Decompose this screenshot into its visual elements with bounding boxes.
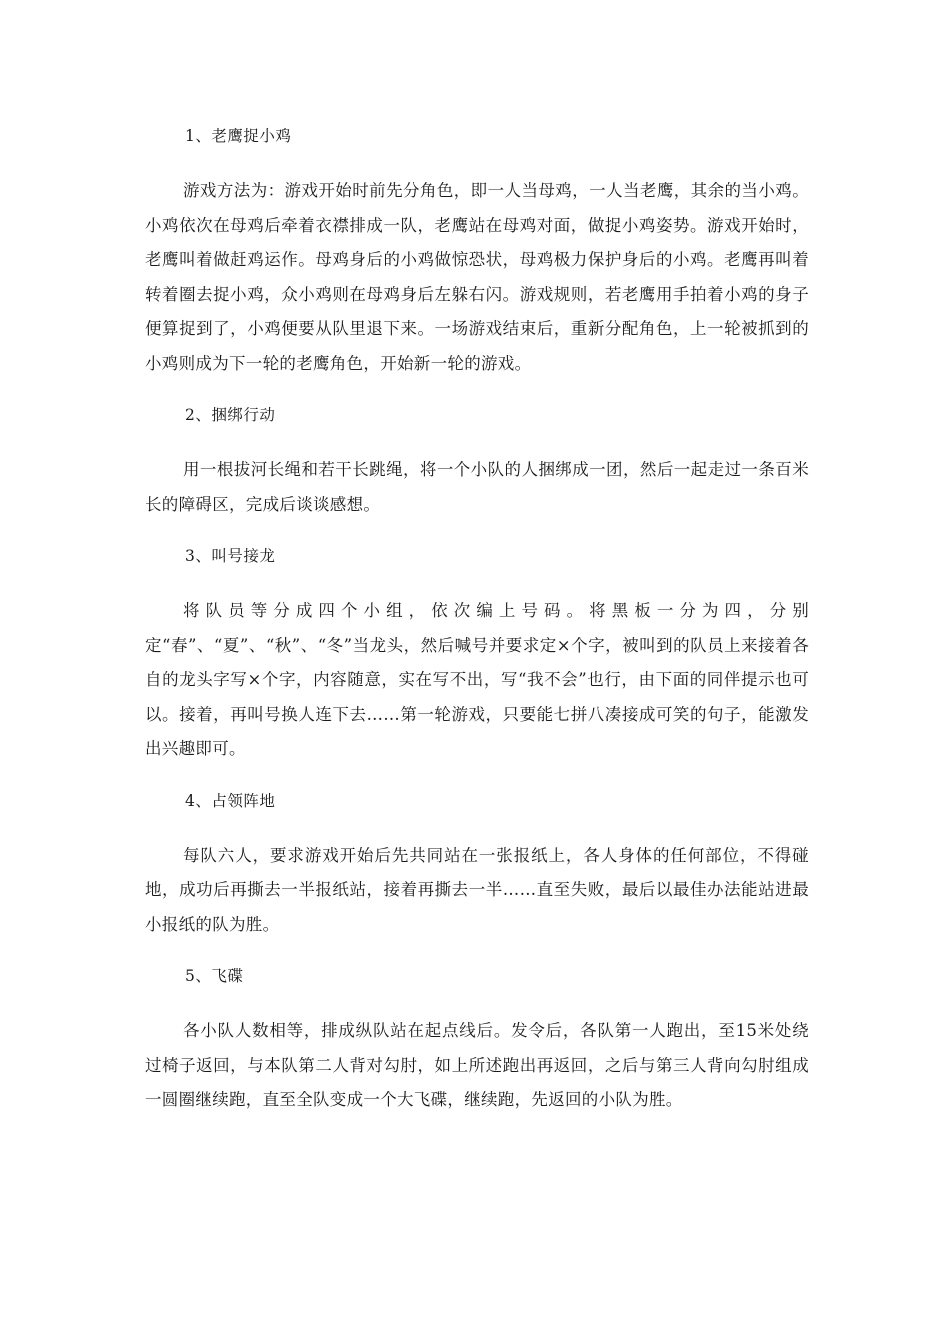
- section-body: 每队六人，要求游戏开始后先共同站在一张报纸上，各人身体的任何部位，不得碰地，成功后再撕去一半报纸站，接着再撕去一半……直至失败，最后以最佳办法能站进最小报纸的队为胜。: [145, 845, 809, 934]
- document-page: [145, 124, 809, 1118]
- section-body: 将队员等分成四个小组，依次编上号码。将黑板一分为四，分别定“春”、“夏”、“秋”、“冬”当龙头，然后喊号并要求定×个字，被叫到的队员上来接着各自的龙头字写×个字，内容随意，实在写不出，写“我不会”也行，由下面的同伴提示也可以。接着，再叫号换人连下去……第一轮游戏，只要能七拼八凑接成可笑的句子，能激发出兴趣即可。: [145, 601, 809, 758]
- section-heading: 5、飞碟: [185, 967, 244, 985]
- section-3: [145, 544, 809, 767]
- section-1: [145, 124, 809, 381]
- section-5: [145, 964, 809, 1118]
- section-heading: 1、老鹰捉小鸡: [185, 127, 292, 145]
- section-heading: 4、占领阵地: [185, 791, 276, 810]
- section-heading: 2、捆绑行动: [185, 406, 276, 424]
- section-body: 用一根拔河长绳和若干长跳绳，将一个小队的人捆绑成一团，然后一起走过一条百米长的障碍区，完成后谈谈感想。: [145, 460, 809, 514]
- section-heading: 3、叫号接龙: [185, 547, 276, 565]
- section-body: 各小队人数相等，排成纵队站在起点线后。发令后，各队第一人跑出，至15米处绕过椅子返回，与本队第二人背对勾肘，如上所述跑出再返回，之后与第三人背向勾肘组成一圆圈继续跑，直至全队变成一个大飞碟，继续跑，先返回的小队为胜。: [145, 1021, 809, 1109]
- section-4: [145, 789, 809, 943]
- section-body: 游戏方法为：游戏开始时前先分角色，即一人当母鸡，一人当老鹰，其余的当小鸡。小鸡依次在母鸡后牵着衣襟排成一队，老鹰站在母鸡对面，做捉小鸡姿势。游戏开始时，老鹰叫着做赶鸡运作。母鸡身后的小鸡做惊恐状，母鸡极力保护身后的小鸡。老鹰再叫着转着圈去捉小鸡，众小鸡则在母鸡身后左躲右闪。游戏规则，若老鹰用手拍着小鸡的身子便算捉到了，小鸡便要从队里退下来。一场游戏结束后，重新分配角色，上一轮被抓到的小鸡则成为下一轮的老鹰角色，开始新一轮的游戏。: [145, 181, 809, 373]
- section-2: [145, 403, 809, 522]
